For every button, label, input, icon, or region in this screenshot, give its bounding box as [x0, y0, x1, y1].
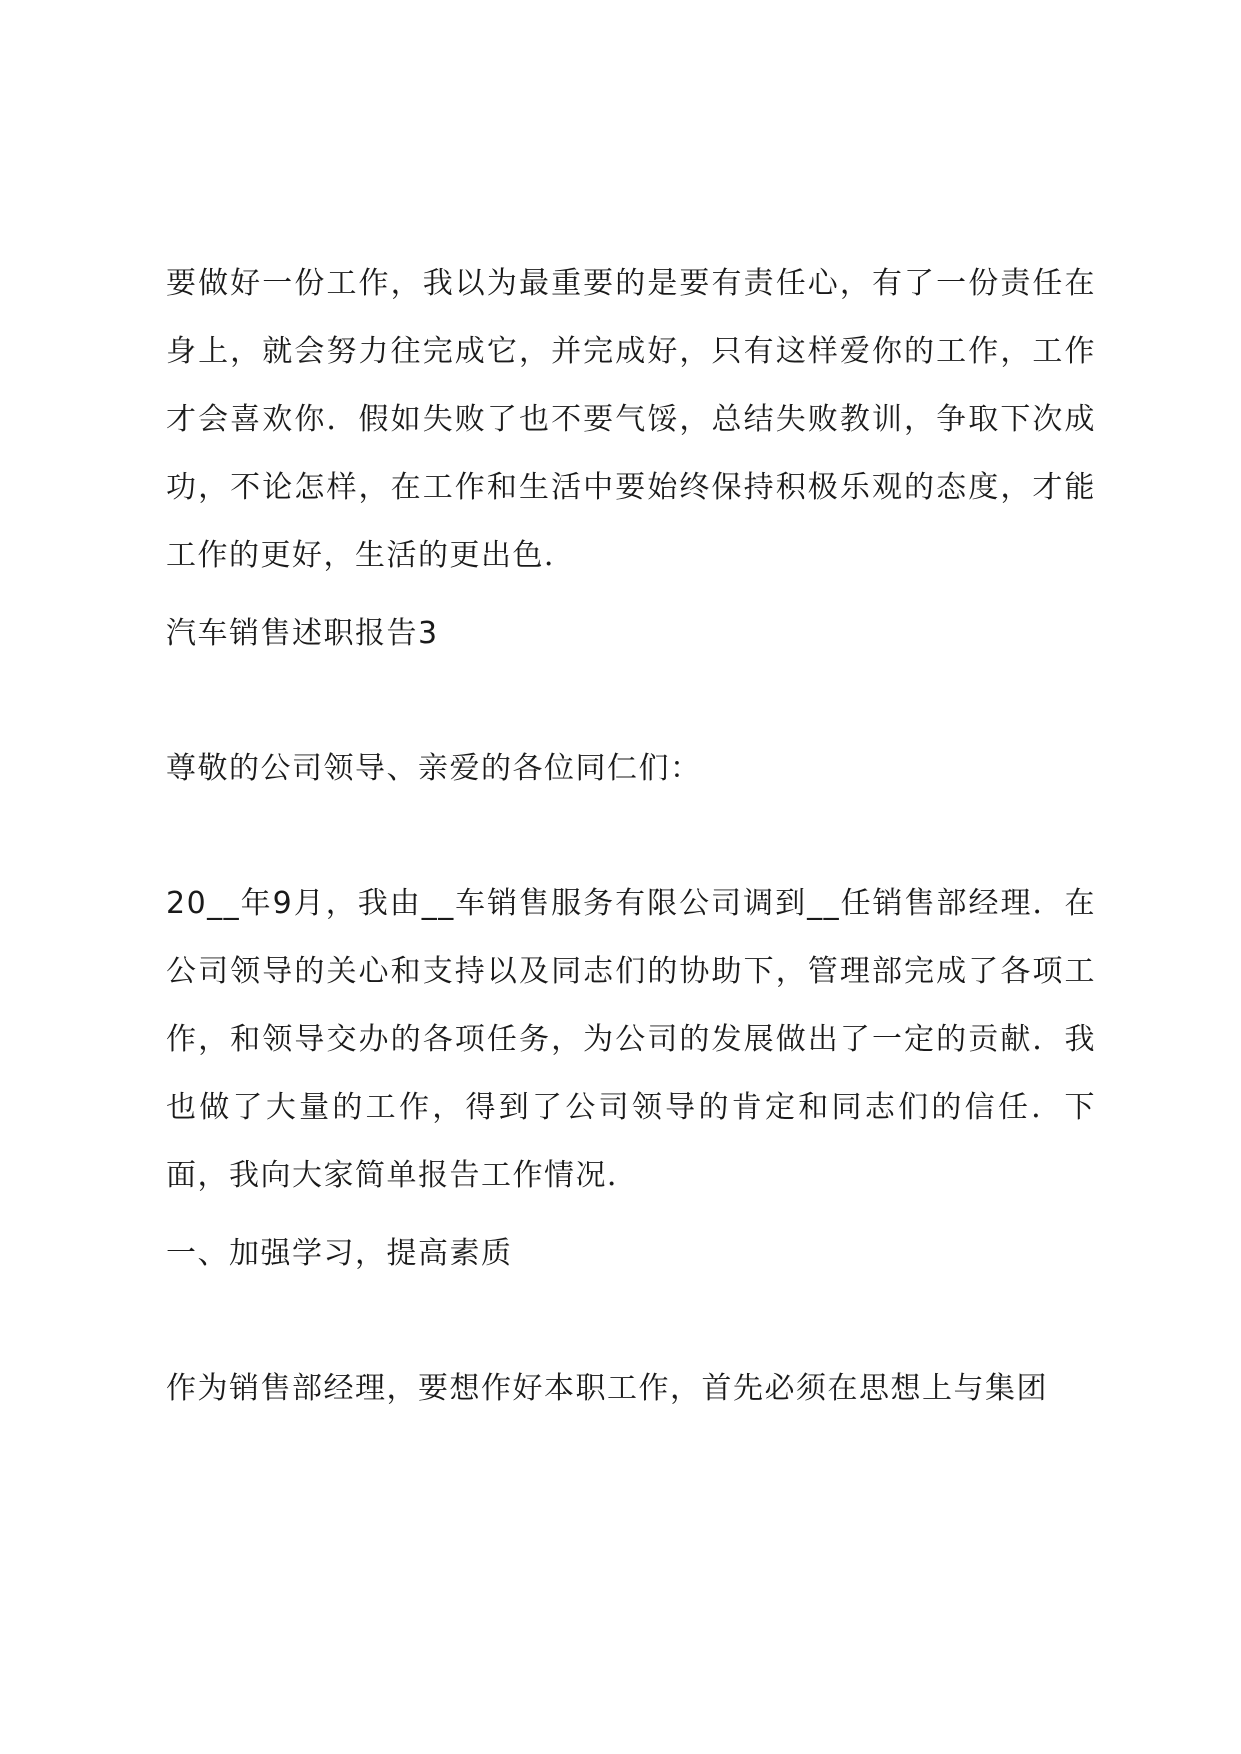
salutation: 尊敬的公司领导、亲爱的各位同仁们： — [166, 751, 702, 786]
paragraph-work-report: 20__年9月，我由__车销售服务有限公司调到__任销售部经理．在公司领导的关心和支持以及同志们的协助下，管理部完成了各项工作，和领导交办的各项任务，为公司的发展做出了一定的贡献．我也做了大量的工作，得到了公司领导的肯定和同志们的信任．下面，我向大家简单报告工作情况． — [166, 886, 1096, 1193]
subheading-study: 一、加强学习，提高素质 — [166, 1236, 513, 1271]
paragraph-sales-manager: 作为销售部经理，要想作好本职工作，首先必须在思想上与集团 — [166, 1371, 1048, 1406]
section-title: 汽车销售述职报告3 — [166, 616, 439, 651]
paragraph-responsibility: 要做好一份工作，我以为最重要的是要有责任心，有了一份责任在身上，就会努力往完成它，并完成好，只有这样爱你的工作，工作才会喜欢你．假如失败了也不要气馁，总结失败教训，争取下次成功，不论怎样，在工作和生活中要始终保持积极乐观的态度，才能工作的更好，生活的更出色． — [166, 266, 1096, 573]
